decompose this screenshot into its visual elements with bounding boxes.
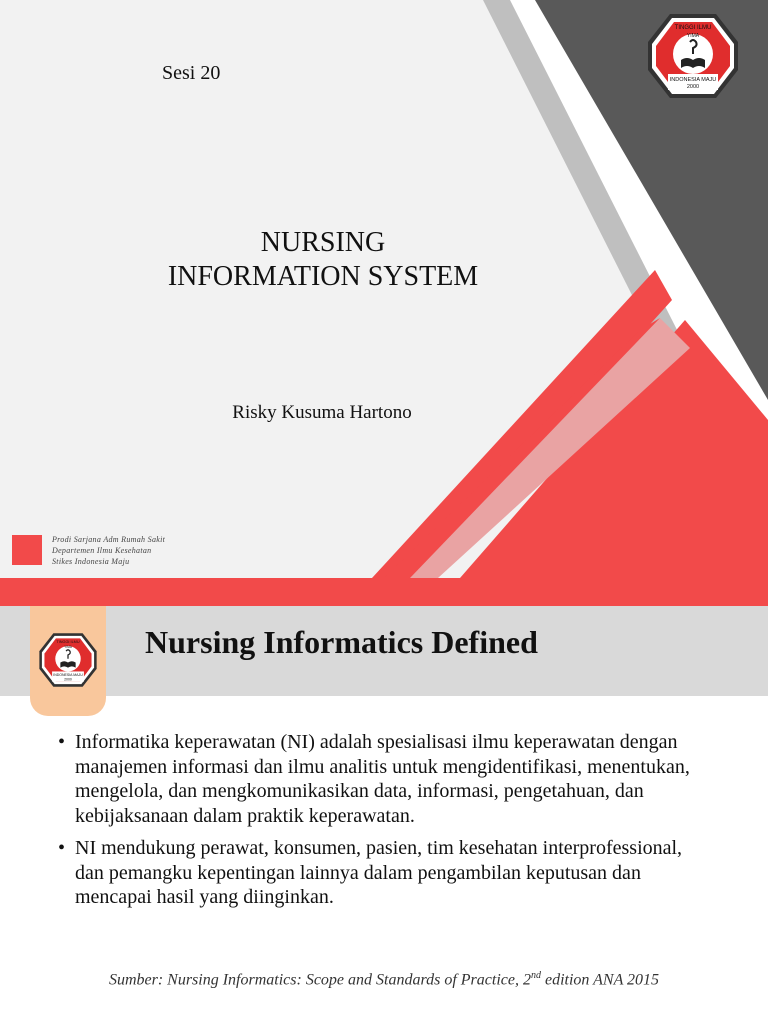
logo-year: 2000 [686, 84, 700, 90]
source-suffix: edition ANA 2015 [540, 971, 660, 989]
slide-heading: Nursing Informatics Defined [145, 624, 538, 660]
source-superscript: nd [530, 970, 541, 981]
bullet-text: Informatika keperawatan (NI) adalah spesialisasi ilmu keperawatan dengan manajemen informasi dan ilmu analitis untuk mengidentifikasi, menentukan, mengelola, dan mengkomunikasikan data, informasi, pengetahuan, dan kebijaksanaan dalam praktik keperawatan. [75, 731, 690, 827]
logo-bottom-text: INDONESIA MAJU [53, 672, 83, 677]
session-label: Sesi 20 [162, 62, 221, 84]
source-prefix: Sumber: Nursing Informatics: Scope and Standards of Practice, 2 [108, 971, 531, 989]
slide-divider-band [0, 578, 768, 606]
institution-footnote [52, 534, 165, 567]
bullet-item [58, 836, 708, 910]
definition-list [58, 730, 708, 918]
author-name: Risky Kusuma Hartono [232, 402, 412, 423]
bullet-symbol: • [58, 731, 66, 753]
presentation-title [60, 226, 586, 294]
logo-year: 2000 [64, 677, 72, 682]
bullet-item [58, 730, 708, 828]
logo-bottom-text: INDONESIA MAJU [669, 77, 717, 83]
institution-logo-small [34, 632, 102, 688]
logo-top-text: TINGGI ILMU [674, 25, 712, 31]
footnote-line-2: Departemen Ilmu Kesehatan [52, 546, 152, 555]
source-citation [0, 970, 768, 989]
bullet-symbol: • [58, 837, 66, 859]
footnote-marker [12, 535, 42, 565]
institution-logo [646, 12, 740, 100]
title-line-2: INFORMATION SYSTEM [167, 261, 479, 292]
logo-mid-text: YIMA [64, 644, 72, 649]
footnote-line-1: Prodi Sarjana Adm Rumah Sakit [52, 535, 166, 544]
logo-mid-text: YIMA [686, 33, 700, 39]
bullet-text: NI mendukung perawat, konsumen, pasien, tim kesehatan interprofessional, dan pemangku kepentingan lainnya dalam pengambilan keputusan dan mencapai hasil yang diinginkan. [75, 837, 683, 908]
title-line-1: NURSING [260, 227, 386, 258]
logo-top-text: TINGGI ILMU [56, 639, 80, 644]
footnote-line-3: Stikes Indonesia Maju [52, 557, 130, 566]
